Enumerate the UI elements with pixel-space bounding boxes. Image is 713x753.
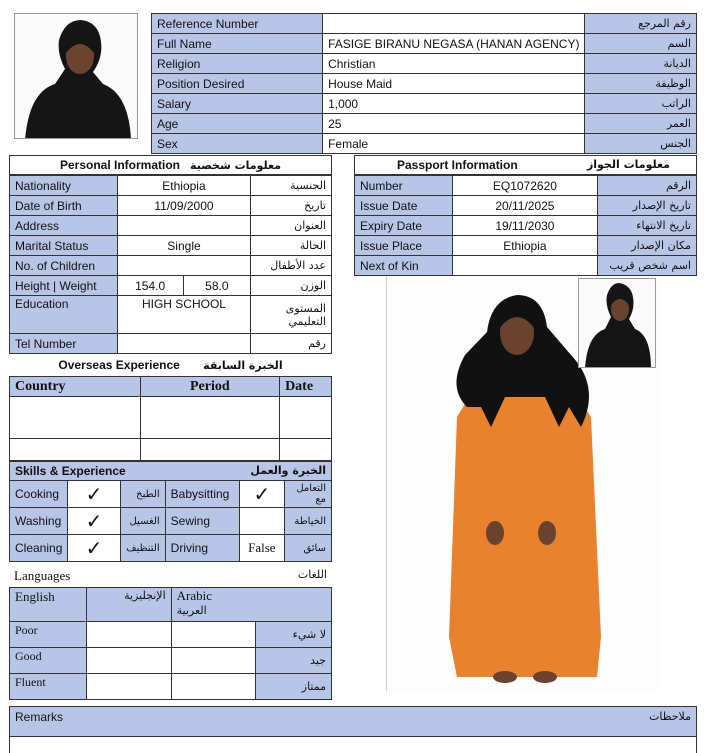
passport-label-ar: تاريخ الإصدار xyxy=(598,196,697,216)
top-info-label-ar: رقم المرجع xyxy=(585,14,697,34)
top-info-label: Salary xyxy=(152,94,323,114)
passport-label-ar: الرقم xyxy=(598,176,697,196)
skill-label: Babysitting xyxy=(165,481,239,508)
language-level-row xyxy=(10,674,332,700)
passport-value: EQ1072620 xyxy=(452,176,597,196)
passport-label-ar: تاريخ الانتهاء xyxy=(598,216,697,236)
overseas-cell xyxy=(140,397,279,439)
skill-label: Driving xyxy=(165,535,239,562)
marital-label-ar: الحالة xyxy=(251,236,332,256)
passport-value: 19/11/2030 xyxy=(452,216,597,236)
passport-label-ar: مكان الإصدار xyxy=(598,236,697,256)
language-level-english xyxy=(86,674,171,700)
top-info-label: Sex xyxy=(152,134,323,154)
overseas-cell xyxy=(280,439,332,461)
passport-label: Expiry Date xyxy=(355,216,453,236)
overseas-header xyxy=(9,355,332,375)
education-label-ar: المستوى التعليمي xyxy=(251,296,332,334)
passport-label: Next of Kin xyxy=(355,256,453,276)
language-level-label: Poor xyxy=(10,622,87,648)
overseas-cell xyxy=(140,439,279,461)
top-info-label-ar: الديانة xyxy=(585,54,697,74)
top-info-row xyxy=(152,74,697,94)
skill-label: Cleaning xyxy=(10,535,68,562)
top-info-label: Full Name xyxy=(152,34,323,54)
passport-header xyxy=(354,155,697,175)
top-info-value: Christian xyxy=(323,54,585,74)
nationality-value: Ethiopia xyxy=(117,176,250,196)
passport-value xyxy=(452,256,597,276)
top-info-label-ar: الجنس xyxy=(585,134,697,154)
address-label: Address xyxy=(10,216,118,236)
top-info-label: Reference Number xyxy=(152,14,323,34)
dob-label-ar: تاريخ xyxy=(251,196,332,216)
skill-label: Cooking xyxy=(10,481,68,508)
skill-label-ar: الطبخ xyxy=(120,481,165,508)
skill-check xyxy=(240,508,284,535)
skill-label-ar: الخياطة xyxy=(284,508,332,535)
passport-title: Passport Information xyxy=(397,158,518,172)
address-label-ar: العنوان xyxy=(251,216,332,236)
language-level-arabic xyxy=(171,648,256,674)
passport-value: Ethiopia xyxy=(452,236,597,256)
overseas-col-date: Date xyxy=(280,377,332,397)
skill-label-ar: التعامل مع xyxy=(284,481,332,508)
top-info-label: Position Desired xyxy=(152,74,323,94)
lang-arabic-label-ar: العربية xyxy=(176,604,207,617)
top-info-row xyxy=(152,134,697,154)
passport-label: Issue Place xyxy=(355,236,453,256)
skill-label-ar: التنظيف xyxy=(120,535,165,562)
lang-arabic-label: Arabic xyxy=(176,588,212,603)
lang-english-label: English xyxy=(10,588,87,622)
tel-label-ar: رقم xyxy=(251,334,332,354)
dob-label: Date of Birth xyxy=(10,196,118,216)
top-info-row xyxy=(152,34,697,54)
top-info-label-ar: الوظيفة xyxy=(585,74,697,94)
skill-check: ✓ xyxy=(68,481,120,508)
skill-check: False xyxy=(240,535,284,562)
passport-style-photo xyxy=(578,278,656,368)
tel-value xyxy=(117,334,250,354)
education-label: Education xyxy=(10,296,118,334)
height-weight-label-ar: الوزن xyxy=(251,276,332,296)
language-level-row xyxy=(10,648,332,674)
top-info-value: Female xyxy=(323,134,585,154)
overseas-cell xyxy=(10,439,141,461)
passport-row xyxy=(355,256,697,276)
portrait-photo xyxy=(14,13,138,139)
top-info-label-ar: السم xyxy=(585,34,697,54)
top-info-value: 25 xyxy=(323,114,585,134)
personal-info-header xyxy=(9,155,332,175)
passport-label: Number xyxy=(355,176,453,196)
top-info-value: House Maid xyxy=(323,74,585,94)
dob-value: 11/09/2000 xyxy=(117,196,250,216)
overseas-cell xyxy=(10,397,141,439)
skill-check: ✓ xyxy=(240,481,284,508)
marital-value: Single xyxy=(117,236,250,256)
language-level-label-ar: ممتاز xyxy=(256,674,332,700)
languages-title: Languages xyxy=(14,568,71,583)
top-info-label: Age xyxy=(152,114,323,134)
language-level-label: Good xyxy=(10,648,87,674)
height-weight-label: Height | Weight xyxy=(10,276,118,296)
passport-table xyxy=(354,175,697,276)
languages-table xyxy=(9,587,332,700)
tel-label: Tel Number xyxy=(10,334,118,354)
weight-value: 58.0 xyxy=(183,276,251,296)
language-level-label-ar: لا شيء xyxy=(256,622,332,648)
nationality-label-ar: الجنسية xyxy=(251,176,332,196)
languages-title-ar: اللغات xyxy=(297,568,327,581)
skill-check: ✓ xyxy=(68,535,120,562)
children-value xyxy=(117,256,250,276)
personal-info-title: Personal Information xyxy=(59,158,181,172)
overseas-title-ar: الخبرة السابقة xyxy=(203,359,283,372)
education-value: HIGH SCHOOL xyxy=(117,296,250,334)
passport-value: 20/11/2025 xyxy=(452,196,597,216)
language-level-label: Fluent xyxy=(10,674,87,700)
remarks-bar xyxy=(9,706,697,737)
passport-row xyxy=(355,216,697,236)
overseas-title: Overseas Experience xyxy=(58,358,180,372)
overseas-col-period: Period xyxy=(140,377,279,397)
skill-label: Washing xyxy=(10,508,68,535)
children-label-ar: عدد الأطفال xyxy=(251,256,332,276)
language-level-english xyxy=(86,648,171,674)
language-level-english xyxy=(86,622,171,648)
top-info-label: Religion xyxy=(152,54,323,74)
skills-row xyxy=(10,535,332,562)
passport-row xyxy=(355,236,697,256)
top-info-label-ar: العمر xyxy=(585,114,697,134)
top-info-row xyxy=(152,94,697,114)
language-level-arabic xyxy=(171,622,256,648)
skills-header xyxy=(9,461,332,481)
overseas-table xyxy=(9,376,332,461)
skills-title-ar: الخبرة والعمل xyxy=(250,464,326,477)
address-value xyxy=(117,216,250,236)
top-info-row xyxy=(152,114,697,134)
remarks-value xyxy=(9,737,697,753)
nationality-label: Nationality xyxy=(10,176,118,196)
lang-arabic-cell xyxy=(171,588,331,622)
skills-row xyxy=(10,481,332,508)
passport-label-ar: اسم شخص قريب xyxy=(598,256,697,276)
children-label: No. of Children xyxy=(10,256,118,276)
language-level-row xyxy=(10,622,332,648)
remarks-label-ar: ملاحظات xyxy=(649,710,691,723)
skills-row xyxy=(10,508,332,535)
top-info-table xyxy=(151,13,697,154)
skills-title: Skills & Experience xyxy=(15,464,126,478)
marital-label: Marital Status xyxy=(10,236,118,256)
top-info-value: FASIGE BIRANU NEGASA (HANAN AGENCY) xyxy=(323,34,585,54)
personal-info-table xyxy=(9,175,332,354)
passport-row xyxy=(355,196,697,216)
language-level-arabic xyxy=(171,674,256,700)
top-info-label-ar: الراتب xyxy=(585,94,697,114)
languages-header xyxy=(9,568,332,586)
overseas-col-country: Country xyxy=(10,377,141,397)
personal-info-title-ar: معلومات شخصية xyxy=(190,159,282,172)
skill-label-ar: سائق xyxy=(284,535,332,562)
skill-check: ✓ xyxy=(68,508,120,535)
skills-table xyxy=(9,480,332,562)
passport-title-ar: معلومات الجواز xyxy=(586,158,670,171)
skill-label-ar: الغسيل xyxy=(120,508,165,535)
top-info-value: 1,000 xyxy=(323,94,585,114)
lang-english-label-ar: الإنجليزية xyxy=(86,588,171,622)
passport-label: Issue Date xyxy=(355,196,453,216)
top-info-row xyxy=(152,54,697,74)
skill-label: Sewing xyxy=(165,508,239,535)
language-level-label-ar: جيد xyxy=(256,648,332,674)
height-value: 154.0 xyxy=(117,276,183,296)
overseas-cell xyxy=(280,397,332,439)
top-info-value xyxy=(323,14,585,34)
passport-row xyxy=(355,176,697,196)
top-info-row xyxy=(152,14,697,34)
remarks-label: Remarks xyxy=(15,710,64,724)
